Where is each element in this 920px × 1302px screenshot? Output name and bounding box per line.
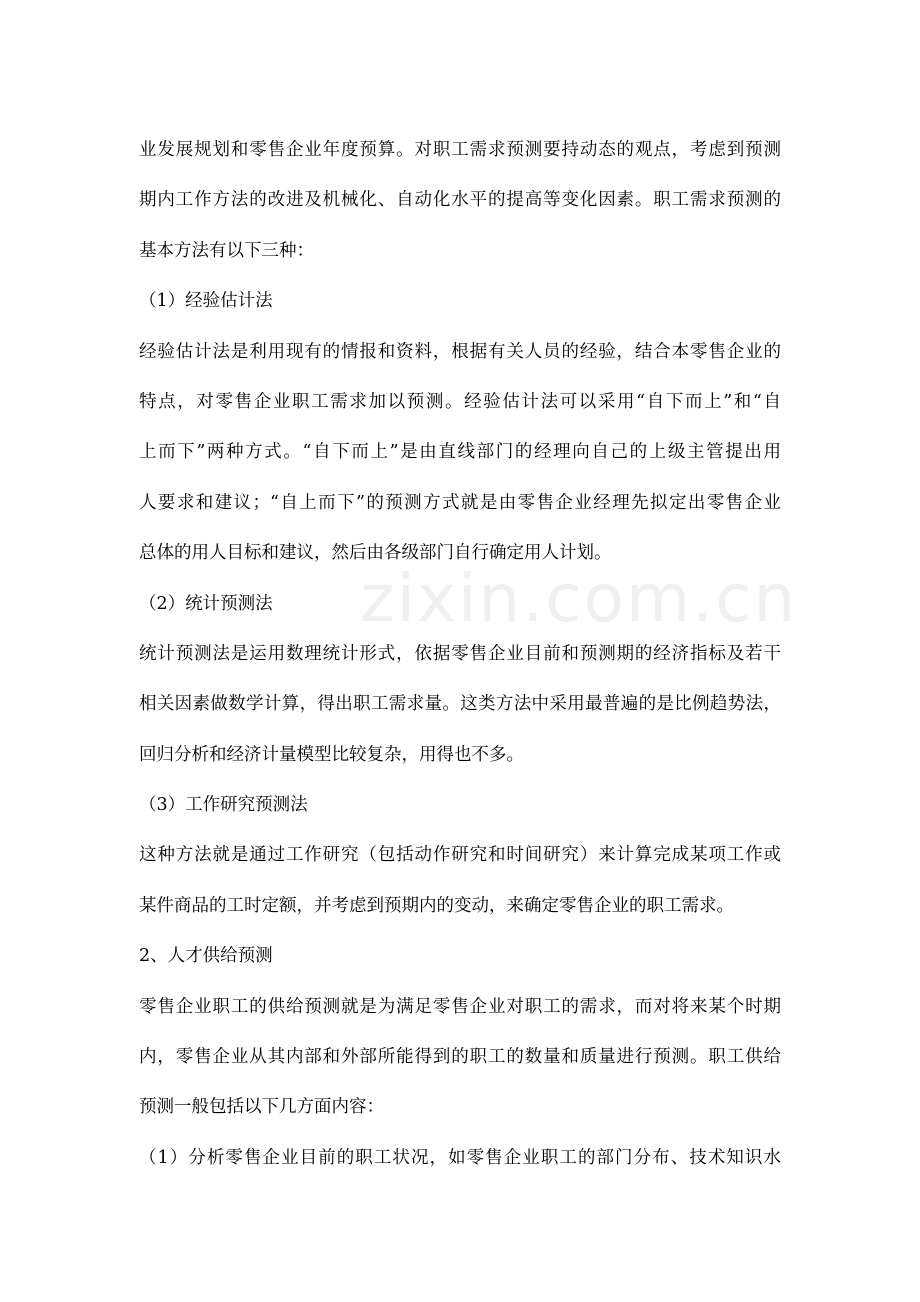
section-heading: （1）经验估计法 [139,291,273,312]
body-line: 预测一般包括以下几方面内容： [139,1097,384,1118]
document-body [139,125,781,1183]
body-line: 基本方法有以下三种： [139,240,314,261]
section-heading: 2、人才供给预测 [139,946,273,967]
body-line: 回归分析和经济计量模型比较复杂，用得也不多。 [139,744,524,765]
body-line: 业发展规划和零售企业年度预算。对职工需求预测要持动态的观点，考虑到预测 [139,140,781,160]
body-line: 总体的用人目标和建议，然后由各级部门自行确定用人计划。 [139,543,612,564]
body-line: 这种方法就是通过工作研究（包括动作研究和时间研究）来计算完成某项工作或 [139,845,781,866]
body-line: 期内工作方法的改进及机械化、自动化水平的提高等变化因素。职工需求预测的 [139,190,781,211]
body-line: 相关因素做数学计算，得出职工需求量。这类方法中采用最普遍的是比例趋势法， [139,694,781,715]
body-line: 上而下”两种方式。“自下而上”是由直线部门的经理向自己的上级主管提出用 [139,442,781,463]
body-line: 特点，对零售企业职工需求加以预测。经验估计法可以采用“自下而上”和“自 [139,391,781,412]
body-line: （1）分析零售企业目前的职工状况，如零售企业职工的部门分布、技术知识水 [139,1147,781,1168]
body-line: 人要求和建议；“自上而下”的预测方式就是由零售企业经理先拟定出零售企业 [139,492,781,513]
body-line: 零售企业职工的供给预测就是为满足零售企业对职工的需求，而对将来某个时期 [139,996,781,1017]
body-line: 某件商品的工时定额，并考虑到预期内的变动，来确定零售企业的职工需求。 [139,895,734,916]
body-line: 统计预测法是运用数理统计形式，依据零售企业目前和预测期的经济指标及若干 [139,643,781,664]
watermark: zixin.com.cn [360,560,798,637]
body-line: 经验估计法是利用现有的情报和资料，根据有关人员的经验，结合本零售企业的 [139,341,781,362]
body-line: 内，零售企业从其内部和外部所能得到的职工的数量和质量进行预测。职工供给 [139,1047,781,1068]
section-heading: （3）工作研究预测法 [139,795,308,816]
section-heading: （2）统计预测法 [139,593,273,614]
